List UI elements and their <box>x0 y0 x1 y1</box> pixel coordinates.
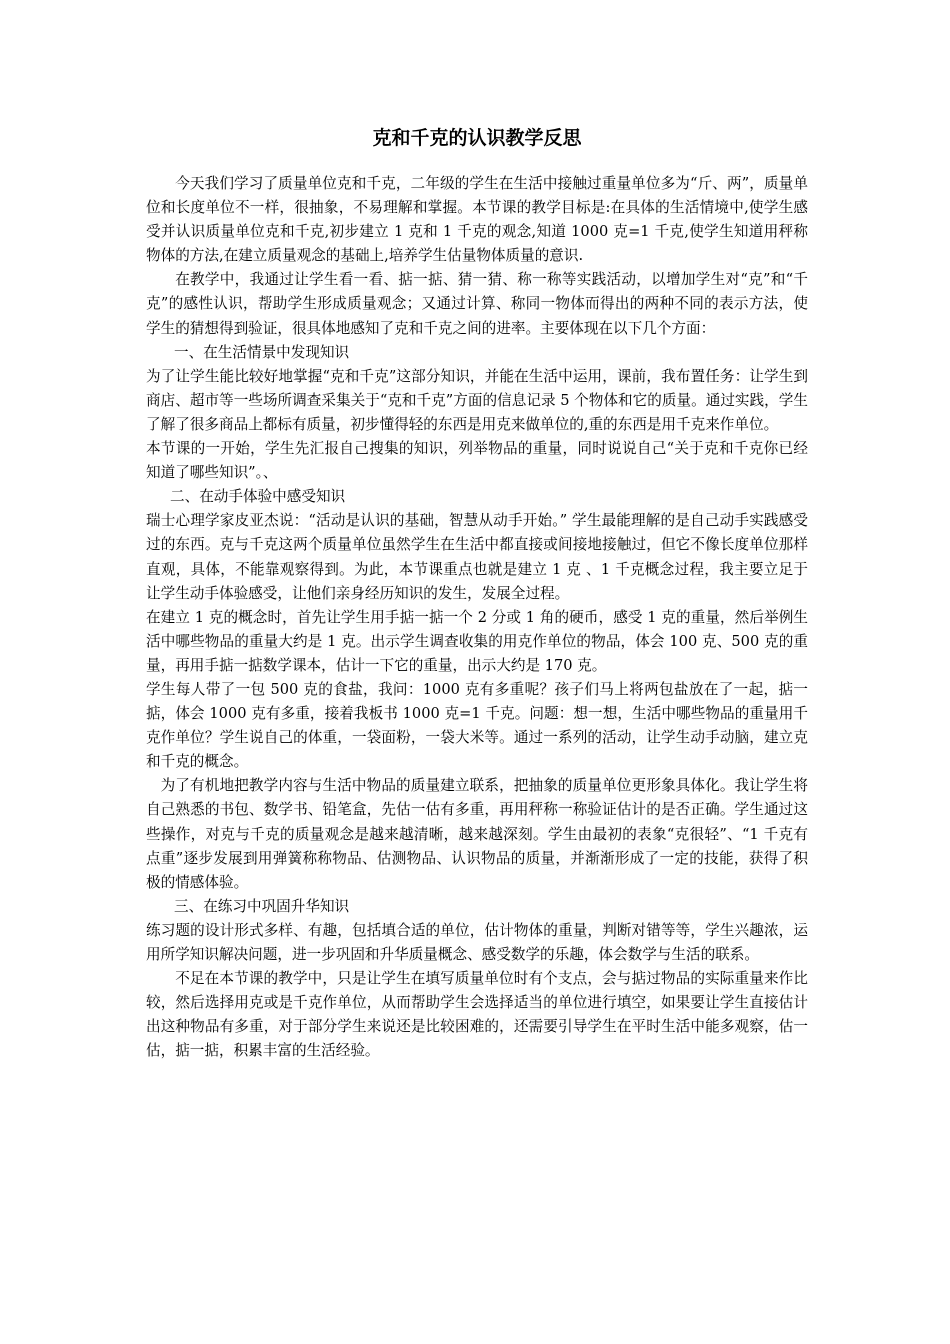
paragraph-section2-one-gram: 在建立 1 克的概念时，首先让学生用手掂一掂一个 2 分或 1 角的硬币，感受 1 克的重量，然后举例生活中哪些物品的重量大约是 1 克。出示学生调查收集的用克作单位的物品，体会 100 克、500 克的重量，再用手掂一掂数学课本，估计一下它的重量，出示大约是 170 克。 <box>146 608 808 674</box>
paragraph-section2-one-kilogram: 学生每人带了一包 500 克的食盐，我问：1000 克有多重呢？孩子们马上将两包盐放在了一起，掂一掂，体会 1000 克有多重，接着我板书 1000 克=1 千克。问题：想一想，生活中哪些物品的重量用千克作单位？学生说自己的体重，一袋面粉，一袋大米等。通过一系列的活动，让学生动手动脑，建立克和千克的概念。 <box>146 680 808 771</box>
section-heading-3: 三、在练习中巩固升华知识 <box>174 897 350 915</box>
paragraph-intro: 今天我们学习了质量单位克和千克，二年级的学生在生活中接触过重量单位多为“斤、两”，质量单位和长度单位不一样，很抽象，不易理解和掌握。本节课的教学目标是:在具体的生活情境中,使学生感受并认识质量单位克和千克,初步建立 1 克和 1 千克的观念,知道 1000 克=1 千克,使学生知道用秤称物体的方法,在建立质量观念的基础上,培养学生估量物体质量的意识. <box>146 175 808 265</box>
paragraph-section3-exercises: 练习题的设计形式多样、有趣，包括填合适的单位，估计物体的重量，判断对错等等，学生兴趣浓，运用所学知识解决问题，进一步巩固和升华质量概念、感受数学的乐趣，体会数学与生活的联系。 <box>146 921 808 963</box>
document-title: 克和千克的认识教学反思 <box>372 127 582 149</box>
paragraph-shortcomings: 不足在本节课的教学中，只是让学生在填写质量单位时有个支点，会与掂过物品的实际重量来作比较，然后选择用克或是千克作单位，从而帮助学生会选择适当的单位进行填空，如果要让学生直接估计出这种物品有多重，对于部分学生来说还是比较困难的，还需要引导学生在平时生活中能多观察，估一估，掂一掂，积累丰富的生活经验。 <box>146 970 808 1060</box>
document-body <box>146 172 808 1063</box>
section-heading-1: 一、在生活情景中发现知识 <box>174 343 350 361</box>
paragraph-section2-life-connection: 为了有机地把教学内容与生活中物品的质量建立联系，把抽象的质量单位更形象具体化。我让学生将自己熟悉的书包、数学书、铅笔盒，先估一估有多重，再用秤称一称验证估计的是否正确。学生通过这些操作，对克与千克的质量观念是越来越清晰，越来越深刻。学生由最初的表象“克很轻”、“1 千克有点重”逐步发展到用弹簧称称物品、估测物品、认识物品的质量，并渐渐形成了一定的技能，获得了积极的情感体验。 <box>146 777 808 891</box>
paragraph-teaching-overview: 在教学中，我通过让学生看一看、掂一掂、猜一猜、称一称等实践活动，以增加学生对“克”和“千克”的感性认识，帮助学生形成质量观念；又通过计算、称同一物体而得出的两种不同的表示方法，使学生的猜想得到验证，很具体地感知了克和千克之间的进率。主要体现在以下几个方面： <box>146 271 808 337</box>
paragraph-section2-piaget: 瑞士心理学家皮亚杰说：“活动是认识的基础，智慧从动手开始。” 学生最能理解的是自己动手实践感受过的东西。克与千克这两个质量单位虽然学生在生活中都直接或间接地接触过，但它不像长度单位那样直观，具体，不能靠观察得到。为此，本节课重点也就是建立 1 克 、1 千克概念过程，我主要立足于让学生动手体验感受，让他们亲身经历知识的发生，发展全过程。 <box>146 512 808 602</box>
paragraph-section1-report: 本节课的一开始，学生先汇报自己搜集的知识，列举物品的重量，同时说说自己“关于克和千克你已经知道了哪些知识”。、 <box>146 440 808 482</box>
paragraph-section1-preparation: 为了让学生能比较好地掌握“克和千克”这部分知识，并能在生活中运用，课前，我布置任务：让学生到商店、超市等一些场所调查采集关于“克和千克”方面的信息记录 5 个物体和它的质量。通过实践，学生了解了很多商品上都标有质量，初步懂得轻的东西是用克来做单位的,重的东西是用千克来作单位。 <box>146 367 808 433</box>
section-heading-2: 二、在动手体验中感受知识 <box>170 488 346 506</box>
